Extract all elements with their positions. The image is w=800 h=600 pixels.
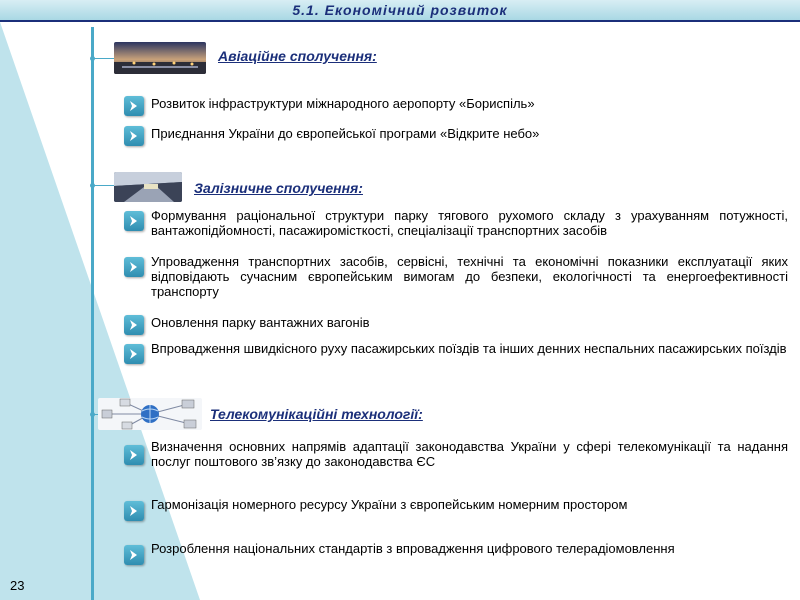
railway-station-photo — [114, 172, 182, 202]
list-item: Формування раціональної структури парку тягового рухомого складу з урахуванням потужності, вантажопідйомності, пасажиромісткості, спеціалізації транспортних засобів — [124, 208, 788, 238]
list-item: Розвиток інфраструктури міжнародного аеропорту «Бориспіль» — [124, 96, 788, 111]
arrow-bullet-icon — [124, 257, 144, 277]
section-title-telecom: Телекомунікаційні технології: — [210, 406, 423, 422]
list-item: Приєднання України до європейської програми «Відкрите небо» — [124, 126, 788, 141]
arrow-bullet-icon — [124, 545, 144, 565]
telecom-network-illustration — [98, 398, 202, 430]
list-item: Упровадження транспортних засобів, сервісні, технічні та економічні показники експлуатації яких відповідають сучасним європейським вимогам до безпеки, екологічності та енергоефективності транспорту — [124, 254, 788, 299]
list-item: Гармонізація номерного ресурсу України з європейським номерним простором — [124, 497, 788, 512]
arrow-bullet-icon — [124, 501, 144, 521]
section-title-railway: Залізничне сполучення: — [194, 180, 363, 196]
list-item: Розроблення національних стандартів з впровадження цифрового телерадіомовлення — [124, 541, 788, 556]
arrow-bullet-icon — [124, 126, 144, 146]
list-item: Визначення основних напрямів адаптації законодавства України у сфері телекомунікації та надання послуг поштового зв’язку до законодавства ЄС — [124, 439, 788, 469]
arrow-bullet-icon — [124, 96, 144, 116]
arrow-bullet-icon — [124, 445, 144, 465]
arrow-bullet-icon — [124, 211, 144, 231]
airport-photo — [114, 42, 206, 74]
list-item: Впровадження швидкісного руху пасажирських поїздів та інших денних неспальних пасажирських поїздів — [124, 341, 788, 356]
section-title-aviation: Авіаційне сполучення: — [218, 48, 377, 64]
list-item: Оновлення парку вантажних вагонів — [124, 315, 788, 330]
connector-railway — [94, 185, 114, 186]
arrow-bullet-icon — [124, 344, 144, 364]
connector-aviation — [94, 58, 114, 59]
page-title: 5.1. Економічний розвиток — [292, 2, 508, 18]
page-number: 23 — [10, 578, 25, 593]
timeline-line — [91, 27, 94, 600]
arrow-bullet-icon — [124, 315, 144, 335]
